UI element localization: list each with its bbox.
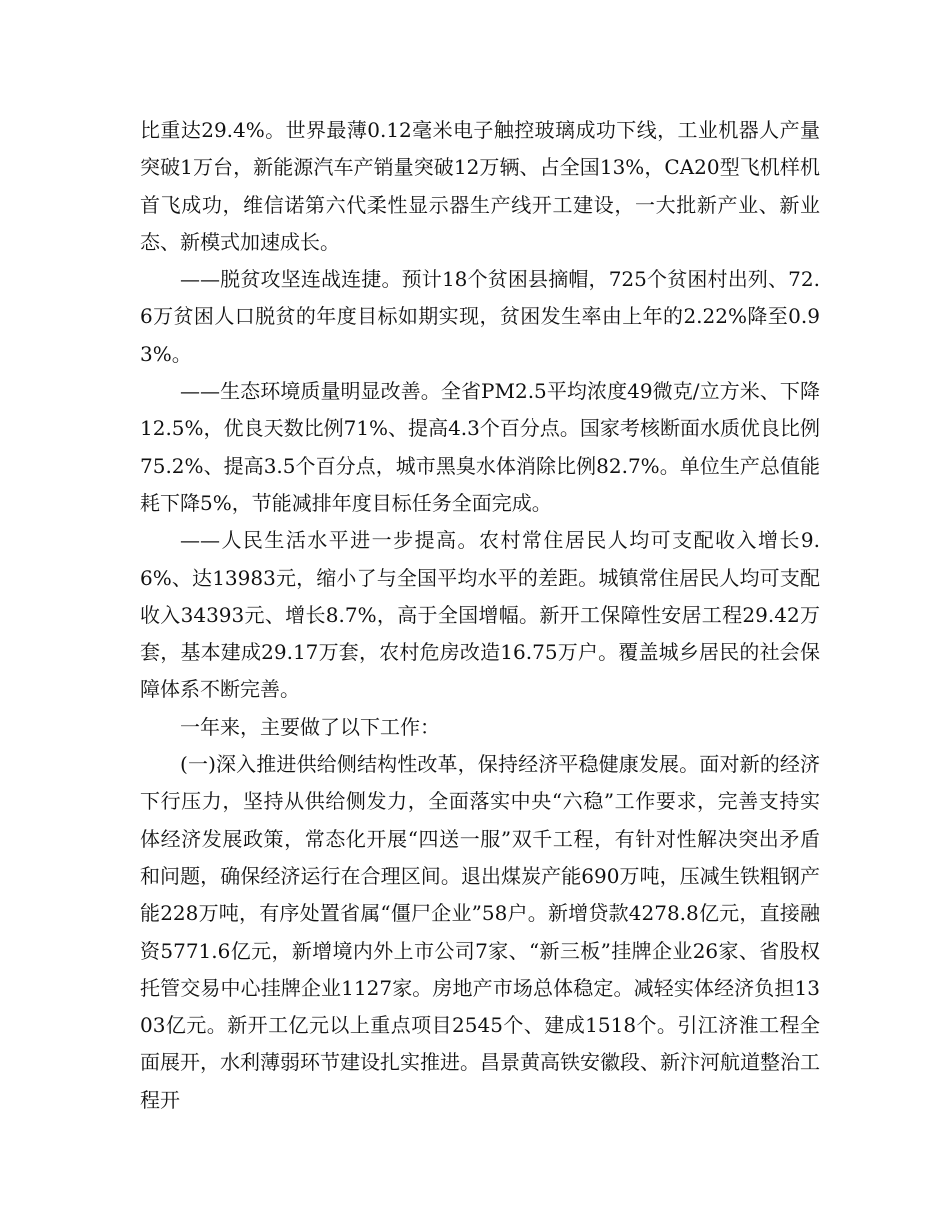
- paragraph-environment: ——生态环境质量明显改善。全省PM2.5平均浓度49微克/立方米、下降12.5%，优良天数比例71%、提高4.3个百分点。国家考核断面水质优良比例75.2%、提高3.5个百分点，城市黑臭水体消除比例82.7%。单位生产总值能耗下降5%，节能减排年度目标任务全面完成。: [140, 379, 820, 515]
- paragraph-living-standards: ——人民生活水平进一步提高。农村常住居民人均可支配收入增长9.6%、达13983元，缩小了与全国平均水平的差距。城镇常住居民人均可支配收入34393元、增长8.7%，高于全国增幅。新开工保障性安居工程29.42万套，基本建成29.17万套，农村危房改造16.75万户。覆盖城乡居民的社会保障体系不断完善。: [140, 528, 820, 702]
- paragraph-work-intro: 一年来，主要做了以下工作：: [180, 714, 440, 739]
- paragraph-industry: 比重达29.4%。世界最薄0.12毫米电子触控玻璃成功下线，工业机器人产量突破1万台，新能源汽车产销量突破12万辆、占全国13%，CA20型飞机样机首飞成功，维信诺第六代柔性显示器生产线开工建设，一大批新产业、新业态、新模式加速成长。: [140, 118, 820, 254]
- document-body: [140, 112, 820, 1119]
- paragraph-poverty: ——脱贫攻坚连战连捷。预计18个贫困县摘帽，725个贫困村出列、72.6万贫困人口脱贫的年度目标如期实现，贫困发生率由上年的2.22%降至0.93%。: [140, 267, 820, 366]
- paragraph-supply-side-reform: (一)深入推进供给侧结构性改革，保持经济平稳健康发展。面对新的经济下行压力，坚持从供给侧发力，全面落实中央“六稳”工作要求，完善支持实体经济发展政策，常态化开展“四送一服”双千工程，有针对性解决突出矛盾和问题，确保经济运行在合理区间。退出煤炭产能690万吨，压减生铁粗钢产能228万吨，有序处置省属“僵尸企业”58户。新增贷款4278.8亿元，直接融资5771.6亿元，新增境内外上市公司7家、“新三板”挂牌企业26家、省股权托管交易中心挂牌企业1127家。房地产市场总体稳定。减轻实体经济负担1303亿元。新开工亿元以上重点项目2545个、建成1518个。引江济淮工程全面展开，水利薄弱环节建设扎实推进。昌景黄高铁安徽段、新汴河航道整治工程开: [140, 752, 820, 1112]
